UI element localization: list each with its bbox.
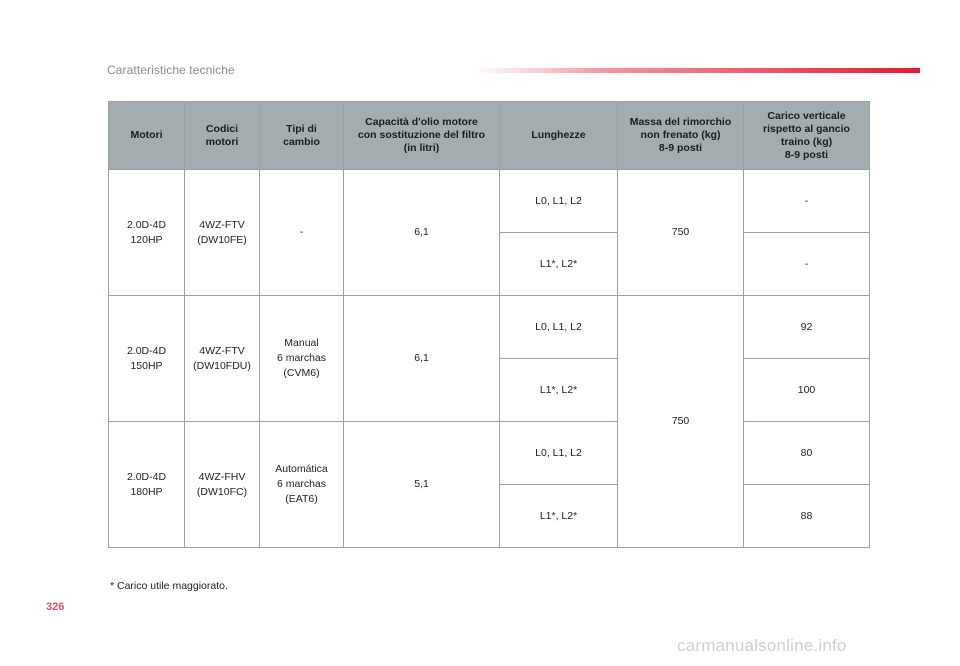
table-row: [109, 170, 870, 233]
watermark-text[interactable]: carmanualsonline.info: [677, 636, 847, 655]
header-capacita-olio: Capacità d'olio motore con sostituzione del filtro (in litri): [344, 102, 500, 170]
cell-lunghezze: L0, L1, L2: [500, 170, 618, 233]
header-tipi-cambio: Tipi di cambio: [260, 102, 344, 170]
cell-lunghezze: L0, L1, L2: [500, 296, 618, 359]
header-motori: Motori: [109, 102, 185, 170]
cell-carico: -: [744, 233, 870, 296]
cell-lunghezze: L1*, L2*: [500, 233, 618, 296]
table-row: [109, 422, 870, 485]
header-lunghezze: Lunghezze: [500, 102, 618, 170]
table-row: [109, 296, 870, 359]
header-massa-rimorchio: Massa del rimorchio non frenato (kg) 8-9 posti: [618, 102, 744, 170]
cell-carico: 92: [744, 296, 870, 359]
page-number: 326: [46, 601, 65, 613]
cell-cambio: -: [260, 170, 344, 296]
cell-carico: -: [744, 170, 870, 233]
header-codici-motori: Codici motori: [185, 102, 260, 170]
cell-codice: 4WZ-FTV (DW10FDU): [185, 296, 260, 422]
cell-lunghezze: L0, L1, L2: [500, 422, 618, 485]
footnote: * Carico utile maggiorato.: [110, 580, 228, 592]
spec-table: [108, 101, 870, 548]
cell-codice: 4WZ-FHV (DW10FC): [185, 422, 260, 548]
cell-cambio: Manual 6 marchas (CVM6): [260, 296, 344, 422]
cell-massa: 750: [618, 170, 744, 296]
cell-motore: 2.0D-4D 150HP: [109, 296, 185, 422]
cell-lunghezze: L1*, L2*: [500, 485, 618, 548]
cell-codice: 4WZ-FTV (DW10FE): [185, 170, 260, 296]
cell-cambio: Automática 6 marchas (EAT6): [260, 422, 344, 548]
cell-carico: 80: [744, 422, 870, 485]
cell-lunghezze: L1*, L2*: [500, 359, 618, 422]
cell-olio: 6,1: [344, 170, 500, 296]
cell-motore: 2.0D-4D 180HP: [109, 422, 185, 548]
cell-massa: 750: [618, 296, 744, 548]
header-carico-verticale: Carico verticale rispetto al gancio traino (kg) 8-9 posti: [744, 102, 870, 170]
cell-carico: 88: [744, 485, 870, 548]
cell-motore: 2.0D-4D 120HP: [109, 170, 185, 296]
cell-olio: 6,1: [344, 296, 500, 422]
table-header-row: [109, 102, 870, 170]
section-title: Caratteristiche tecniche: [107, 63, 235, 77]
cell-olio: 5,1: [344, 422, 500, 548]
cell-carico: 100: [744, 359, 870, 422]
accent-divider: [475, 68, 920, 73]
